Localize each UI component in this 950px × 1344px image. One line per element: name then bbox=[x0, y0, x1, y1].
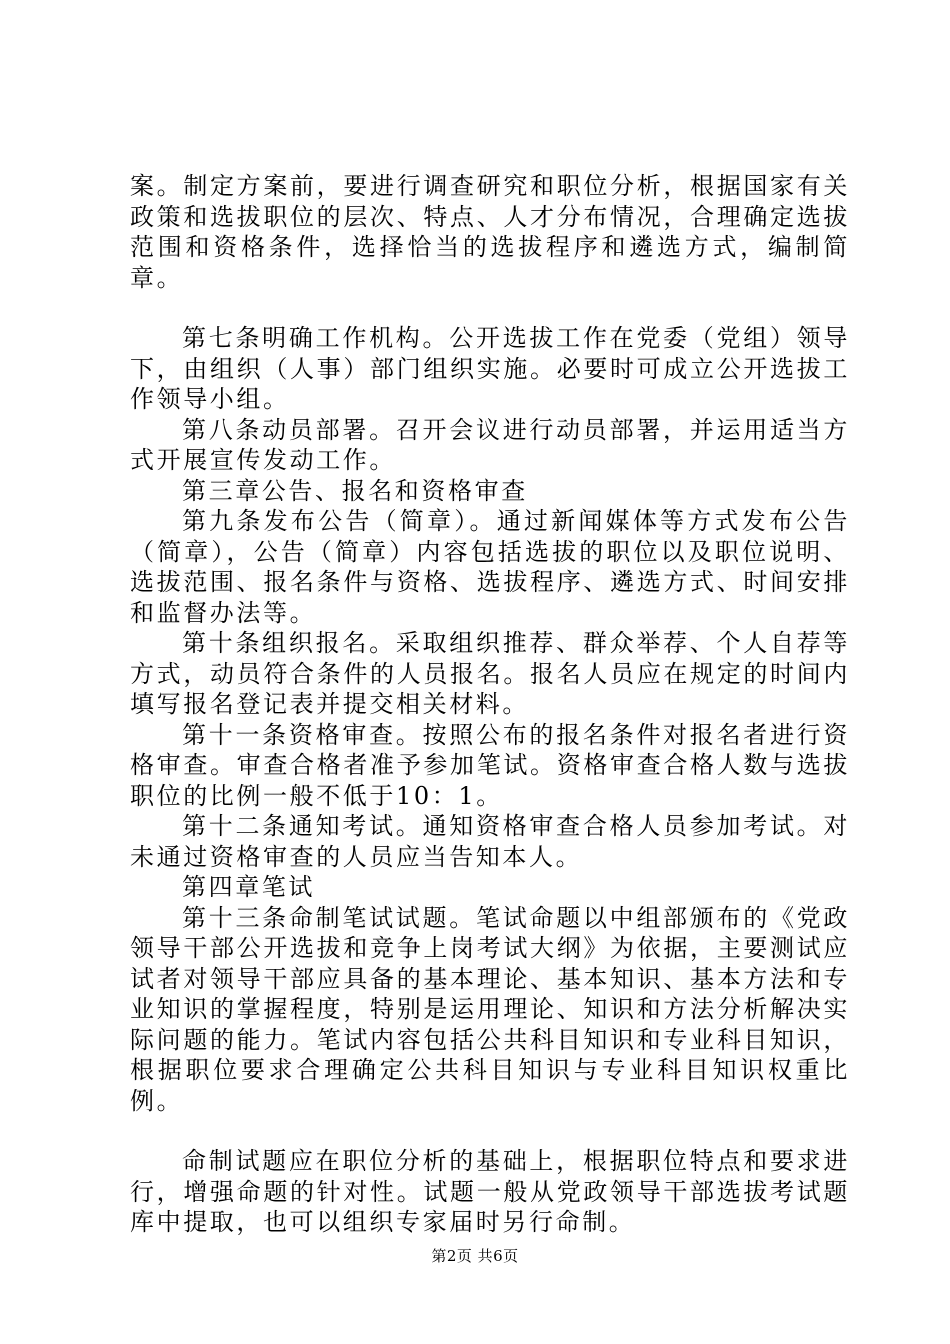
paragraph-article-13: 第十三条命制笔试试题。笔试命题以中组部颁布的《党政领导干部公开选拔和竞争上岗考试大纲》为依据，主要测试应试者对领导干部应具备的基本理论、基本知识、基本方法和专业知识的掌握程度，特别是运用理论、知识和方法分析解决实际问题的能力。笔试内容包括公共科目知识和专业科目知识，根据职位要求合理确定公共科目知识与专业科目知识权重比例。 bbox=[130, 903, 850, 1115]
chapter-heading-3: 第三章公告、报名和资格审查 bbox=[182, 476, 528, 505]
paragraph-article-12: 第十二条通知考试。通知资格审查合格人员参加考试。对未通过资格审查的人员应当告知本人。 bbox=[130, 812, 850, 871]
document-body bbox=[130, 171, 850, 1238]
paragraph-article-11: 第十一条资格审查。按照公布的报名条件对报名者进行资格审查。审查合格者准予参加笔试。资格审查合格人数与选拔职位的比例一般不低于10：1。 bbox=[130, 720, 850, 810]
paragraph-gap bbox=[130, 1116, 850, 1146]
paragraph-article-8: 第八条动员部署。召开会议进行动员部署，并运用适当方式开展宣传发动工作。 bbox=[130, 415, 850, 474]
paragraph-article-7: 第七条明确工作机构。公开选拔工作在党委（党组）领导下，由组织（人事）部门组织实施。必要时可成立公开选拔工作领导小组。 bbox=[130, 324, 850, 413]
paragraph-article-10: 第十条组织报名。采取组织推荐、群众举荐、个人自荐等方式，动员符合条件的人员报名。报名人员应在规定的时间内填写报名登记表并提交相关材料。 bbox=[130, 629, 850, 718]
paragraph-article-9: 第九条发布公告（简章）。通过新闻媒体等方式发布公告（简章），公告（简章）内容包括选拔的职位以及职位说明、选拔范围、报名条件与资格、选拔程序、遴选方式、时间安排和监督办法等。 bbox=[130, 507, 850, 627]
paragraph-gap bbox=[130, 293, 850, 323]
paragraph-exam-questions: 命制试题应在职位分析的基础上，根据职位特点和要求进行，增强命题的针对性。试题一般从党政领导干部选拔考试题库中提取，也可以组织专家届时另行命制。 bbox=[130, 1147, 850, 1236]
page-number-footer: 第2页 共6页 bbox=[431, 1247, 519, 1265]
paragraph-continuation: 案。制定方案前，要进行调查研究和职位分析，根据国家有关政策和选拔职位的层次、特点、人才分布情况，合理确定选拔范围和资格条件，选择恰当的选拔程序和遴选方式，编制简章。 bbox=[130, 172, 850, 292]
chapter-heading-4: 第四章笔试 bbox=[182, 873, 315, 901]
